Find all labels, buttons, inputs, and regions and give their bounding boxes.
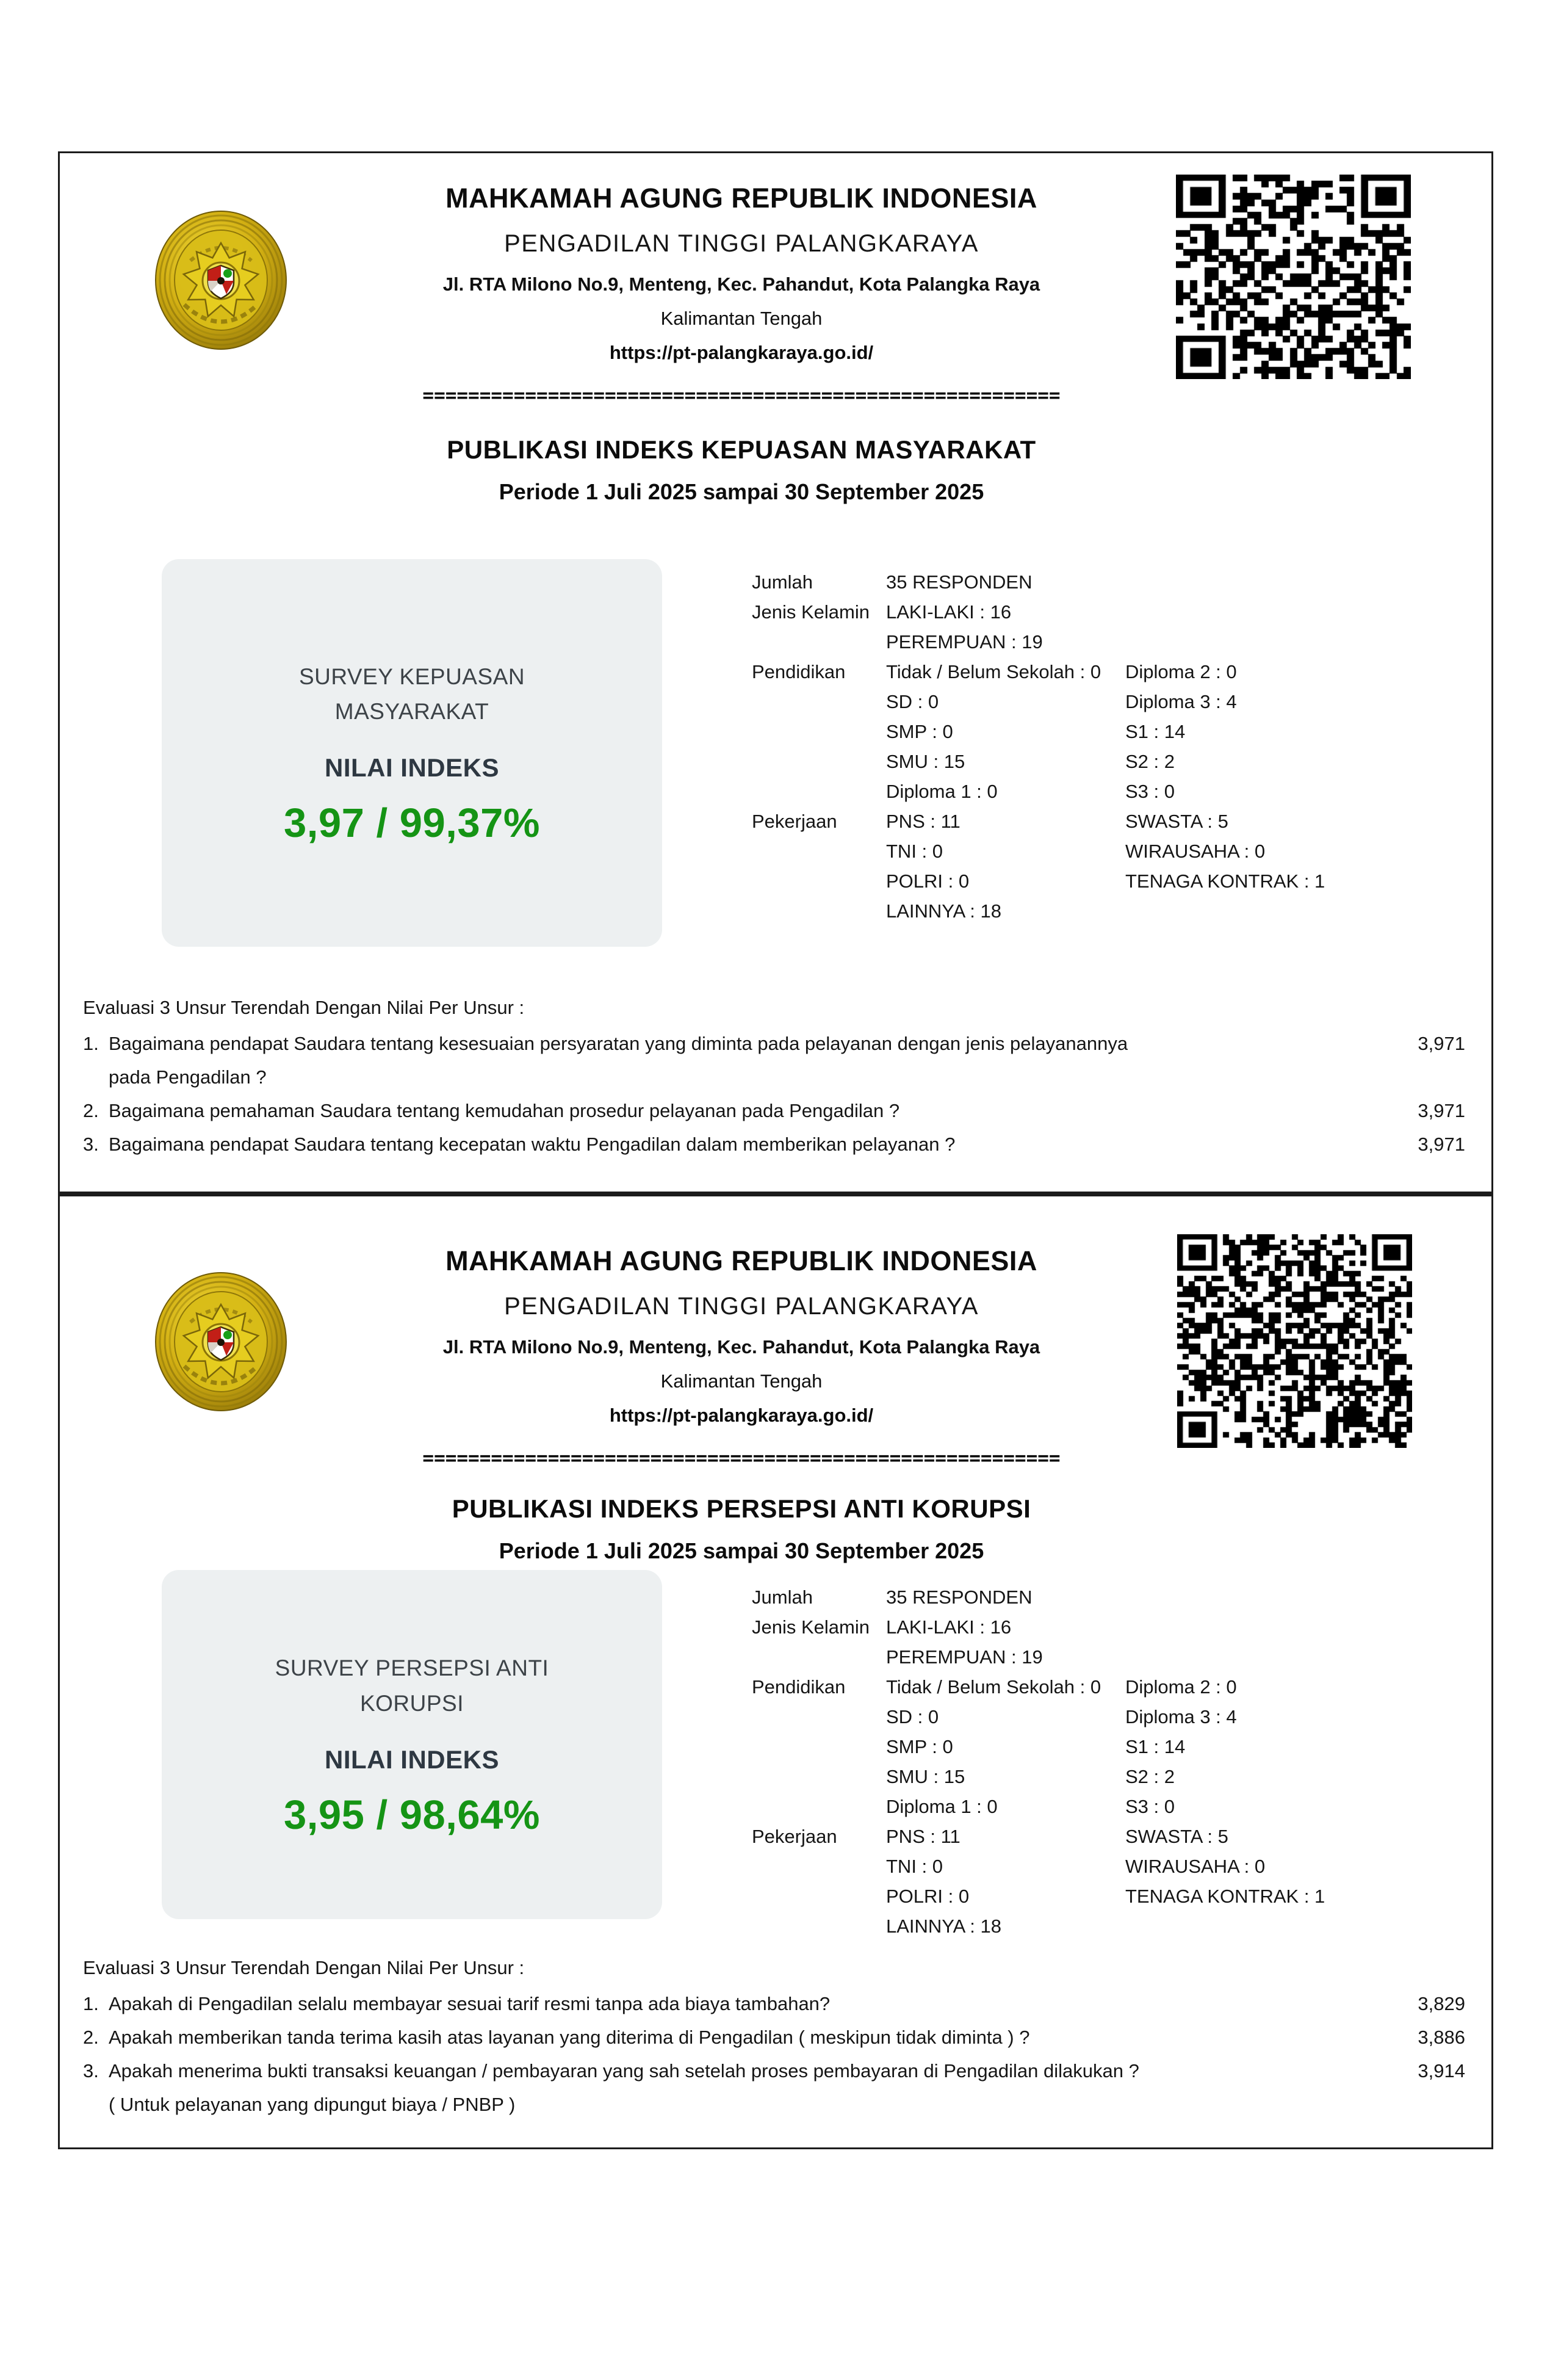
stat-row [752, 1792, 1478, 1821]
stat-label: Jenis Kelamin [752, 1616, 870, 1638]
publication-period: Periode 1 Juli 2025 sampai 30 September 2025 [499, 479, 984, 504]
qr-code [1177, 1234, 1412, 1448]
evaluation-section [83, 1951, 1465, 2121]
court-name: PENGADILAN TINGGI PALANGKARAYA [504, 230, 979, 257]
item-score: 3,829 [1418, 1993, 1465, 2014]
court-address: Jl. RTA Milono No.9, Menteng, Kec. Pahandut, Kota Palangka Raya [442, 273, 1040, 295]
publication-title: PUBLIKASI INDEKS PERSEPSI ANTI KORUPSI [452, 1494, 1031, 1523]
stat-label: Pekerjaan [752, 811, 837, 832]
stat-value: LAKI-LAKI : 16 [886, 601, 1012, 623]
stat-row [752, 627, 1478, 657]
item-score: 3,914 [1418, 2060, 1465, 2082]
stat-value: PNS : 11 [886, 1826, 961, 1847]
stat-row [752, 1582, 1478, 1612]
stat-value: Tidak / Belum Sekolah : 0 [886, 1676, 1101, 1698]
evaluation-heading: Evaluasi 3 Unsur Terendah Dengan Nilai Per Unsur : [83, 1957, 525, 1978]
org-name: MAHKAMAH AGUNG REPUBLIK INDONESIA [445, 183, 1037, 214]
item-number: 3. [83, 1134, 99, 1155]
org-name: MAHKAMAH AGUNG REPUBLIK INDONESIA [445, 1245, 1037, 1276]
stat-row [752, 866, 1478, 896]
stat-label: Pendidikan [752, 1676, 846, 1698]
stat-row [752, 896, 1478, 926]
stat-value: TNI : 0 [886, 841, 943, 862]
stat-row [752, 747, 1478, 776]
survey-kepuasan-document [58, 151, 1493, 1193]
stat-row [752, 1702, 1478, 1732]
evaluation-item [83, 2020, 1465, 2054]
stat-value: S3 : 0 [1125, 781, 1175, 802]
stat-value: PEREMPUAN : 19 [886, 631, 1043, 653]
index-value: 3,95 / 98,64% [284, 1792, 540, 1838]
stat-row [752, 1911, 1478, 1941]
stat-value: Diploma 3 : 4 [1125, 691, 1237, 712]
index-label: NILAI INDEKS [324, 1745, 499, 1774]
stat-value: SWASTA : 5 [1125, 1826, 1228, 1847]
stat-label: Pendidikan [752, 661, 846, 682]
stat-value: PNS : 11 [886, 811, 961, 832]
item-number: 1. [83, 1033, 99, 1054]
stat-value: 35 RESPONDEN [886, 1586, 1033, 1608]
stat-value: LAINNYA : 18 [886, 1915, 1001, 1937]
stat-value: TNI : 0 [886, 1856, 943, 1877]
letterhead [60, 1196, 1491, 1469]
court-region: Kalimantan Tengah [660, 1370, 823, 1392]
court-name: PENGADILAN TINGGI PALANGKARAYA [504, 1293, 979, 1320]
publication-title-block [60, 435, 1423, 505]
item-number: 3. [83, 2060, 99, 2082]
stat-value: SMP : 0 [886, 721, 953, 742]
stat-row [752, 597, 1478, 627]
item-number: 2. [83, 1100, 99, 1121]
evaluation-item [83, 1094, 1465, 1127]
index-value: 3,97 / 99,37% [284, 800, 540, 847]
court-address: Jl. RTA Milono No.9, Menteng, Kec. Pahandut, Kota Palangka Raya [442, 1336, 1040, 1358]
item-question: Bagaimana pemahaman Saudara tentang kemudahan prosedur pelayanan pada Pengadilan ? [109, 1100, 900, 1121]
stat-row [752, 657, 1478, 687]
stat-value: Diploma 1 : 0 [886, 781, 998, 802]
publication-title: PUBLIKASI INDEKS KEPUASAN MASYARAKAT [447, 435, 1036, 464]
stat-row [752, 1732, 1478, 1762]
evaluation-item [83, 1987, 1465, 2020]
court-seal-icon [151, 209, 290, 351]
court-website: https://pt-palangkaraya.go.id/ [609, 342, 874, 363]
evaluation-item [83, 2054, 1465, 2121]
stat-value: Diploma 1 : 0 [886, 1796, 998, 1817]
stat-value: S3 : 0 [1125, 1796, 1175, 1817]
court-region: Kalimantan Tengah [660, 308, 823, 329]
court-website: https://pt-palangkaraya.go.id/ [609, 1405, 874, 1426]
stat-value: Diploma 3 : 4 [1125, 1706, 1237, 1727]
stat-row [752, 1881, 1478, 1911]
stat-value: S1 : 14 [1125, 1736, 1186, 1757]
qr-code [1176, 175, 1411, 379]
stat-value: TENAGA KONTRAK : 1 [1125, 870, 1325, 892]
stat-value: S2 : 2 [1125, 751, 1175, 772]
stat-label: Jumlah [752, 1586, 813, 1608]
item-score: 3,971 [1418, 1100, 1465, 1121]
stat-row [752, 1612, 1478, 1642]
stat-value: Diploma 2 : 0 [1125, 661, 1237, 682]
stat-row [752, 1851, 1478, 1881]
item-question: Apakah di Pengadilan selalu membayar sesuai tarif resmi tanpa ada biaya tambahan? [109, 1993, 831, 2014]
evaluation-section [83, 991, 1465, 1161]
index-score-card [162, 559, 662, 947]
stat-row [752, 1642, 1478, 1672]
stat-value: S1 : 14 [1125, 721, 1186, 742]
item-question: Bagaimana pendapat Saudara tentang kecepatan waktu Pengadilan dalam memberikan pelayanan ? [109, 1134, 956, 1155]
mahkamah-agung-logo [151, 209, 290, 351]
evaluation-item [83, 1027, 1465, 1094]
item-score: 3,886 [1418, 2027, 1465, 2048]
stat-value: SD : 0 [886, 1706, 939, 1727]
stat-value: Tidak / Belum Sekolah : 0 [886, 661, 1101, 682]
stat-value: WIRAUSAHA : 0 [1125, 841, 1266, 862]
item-question: Apakah menerima bukti transaksi keuangan / pembayaran yang sah setelah proses pembayaran di Pengadilan dilakukan ? ( Untuk pelayanan yang dipungut biaya / PNBP ) [109, 2060, 1139, 2115]
stat-row [752, 1762, 1478, 1792]
stat-value: S2 : 2 [1125, 1766, 1175, 1787]
stat-value: 35 RESPONDEN [886, 571, 1033, 593]
respondent-stats [752, 1582, 1478, 1941]
stat-value: SD : 0 [886, 691, 939, 712]
survey-name: SURVEY KEPUASAN MASYARAKAT [298, 664, 525, 724]
letterhead [60, 153, 1491, 407]
item-number: 1. [83, 1993, 99, 2014]
evaluation-heading: Evaluasi 3 Unsur Terendah Dengan Nilai Per Unsur : [83, 997, 525, 1018]
item-question: Bagaimana pendapat Saudara tentang kesesuaian persyaratan yang diminta pada pelayanan dengan jenis pelayanannya pada Pengadilan ? [109, 1033, 1128, 1088]
stat-value: TENAGA KONTRAK : 1 [1125, 1886, 1325, 1907]
publication-period: Periode 1 Juli 2025 sampai 30 September 2025 [499, 1538, 984, 1563]
survey-anti-korupsi-document [58, 1193, 1493, 2149]
stat-value: Diploma 2 : 0 [1125, 1676, 1237, 1698]
stat-label: Jenis Kelamin [752, 601, 870, 623]
stat-row [752, 1821, 1478, 1851]
index-score-card [162, 1570, 662, 1919]
stat-value: POLRI : 0 [886, 1886, 970, 1907]
mahkamah-agung-logo [151, 1271, 290, 1412]
stat-row [752, 806, 1478, 836]
item-score: 3,971 [1418, 1134, 1465, 1155]
respondent-stats [752, 567, 1478, 926]
stat-value: SWASTA : 5 [1125, 811, 1228, 832]
evaluation-item [83, 1127, 1465, 1161]
publication-title-block [60, 1494, 1423, 1564]
court-seal-icon [151, 1271, 290, 1412]
stat-label: Jumlah [752, 571, 813, 593]
stat-row [752, 836, 1478, 866]
item-question: Apakah memberikan tanda terima kasih atas layanan yang diterima di Pengadilan ( meskipun tidak diminta ) ? [109, 2027, 1030, 2048]
stat-row [752, 687, 1478, 717]
stat-label: Pekerjaan [752, 1826, 837, 1847]
stat-value: PEREMPUAN : 19 [886, 1646, 1043, 1668]
item-score: 3,971 [1418, 1033, 1465, 1054]
stat-value: WIRAUSAHA : 0 [1125, 1856, 1266, 1877]
stat-value: SMU : 15 [886, 1766, 965, 1787]
item-number: 2. [83, 2027, 99, 2048]
stat-row [752, 717, 1478, 747]
stat-value: POLRI : 0 [886, 870, 970, 892]
stat-value: SMU : 15 [886, 751, 965, 772]
stat-row [752, 1672, 1478, 1702]
stat-value: LAINNYA : 18 [886, 900, 1001, 922]
stat-row [752, 776, 1478, 806]
header-separator: ======================================================== [422, 1447, 1061, 1469]
stat-value: SMP : 0 [886, 1736, 953, 1757]
stat-value: LAKI-LAKI : 16 [886, 1616, 1012, 1638]
survey-name: SURVEY PERSEPSI ANTI KORUPSI [275, 1655, 549, 1716]
header-separator: ======================================================== [422, 385, 1061, 407]
index-label: NILAI INDEKS [324, 753, 499, 783]
stat-row [752, 567, 1478, 597]
